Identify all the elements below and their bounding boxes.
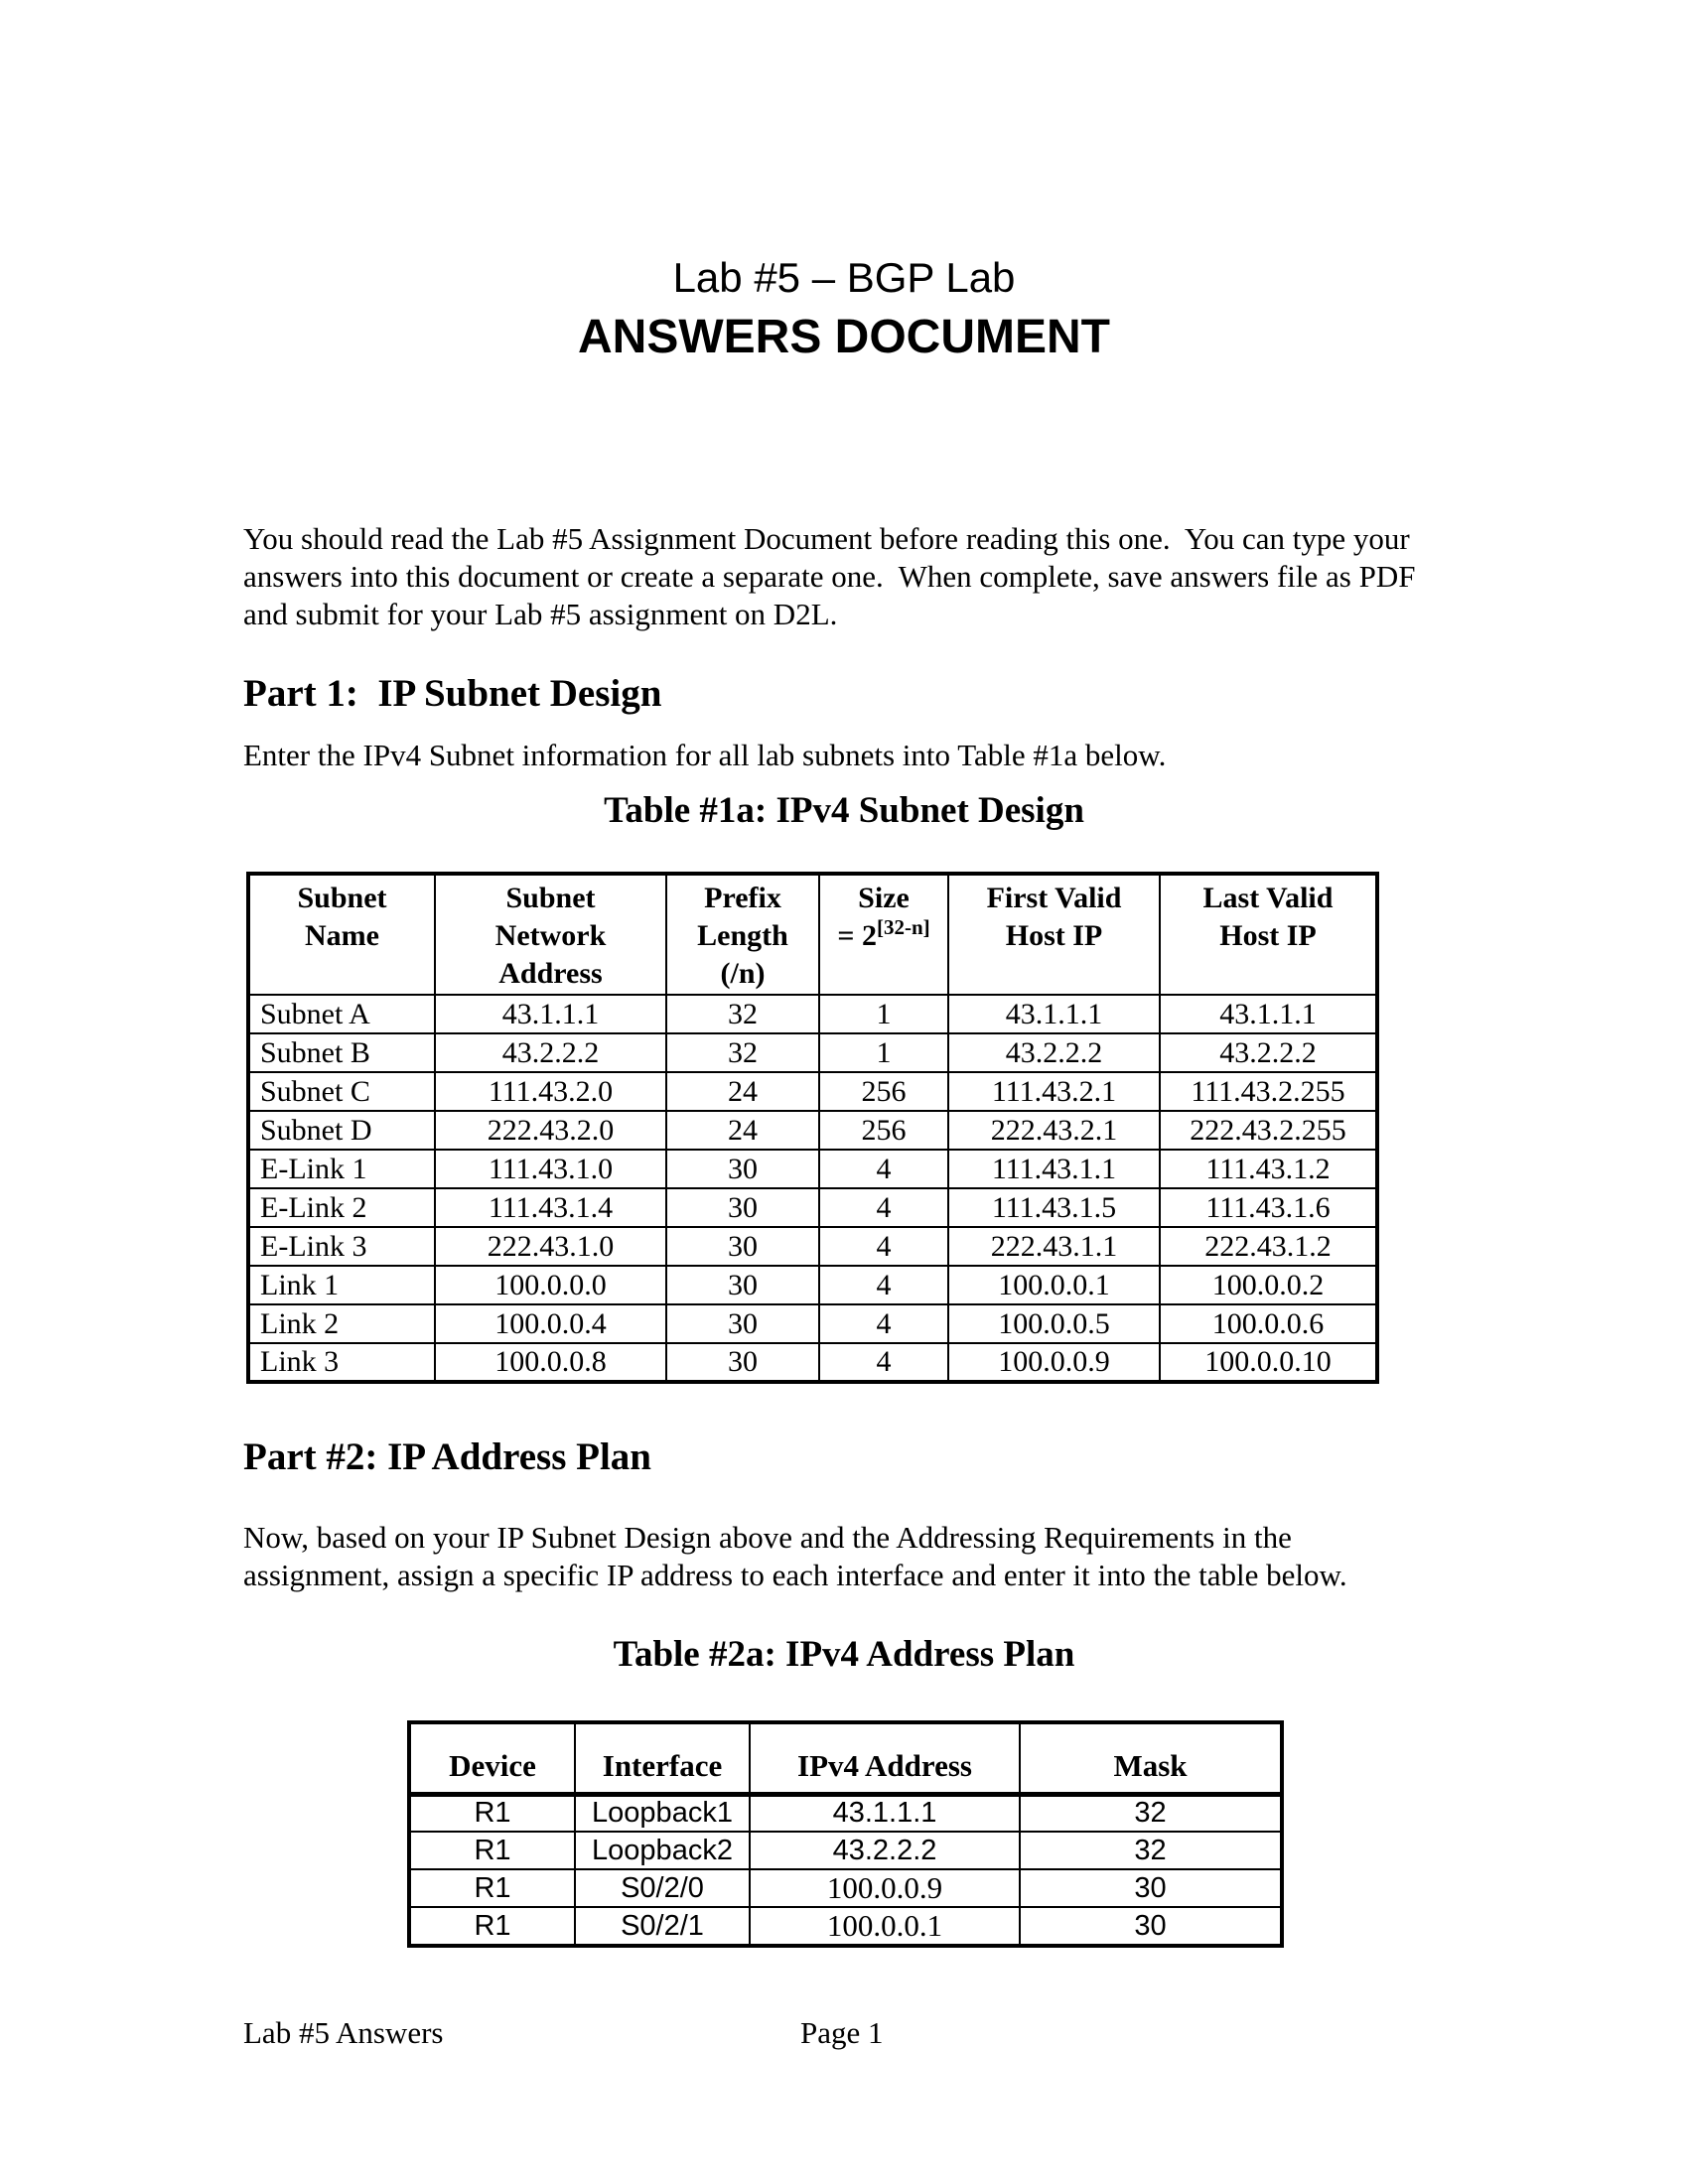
table1-cell: 4 bbox=[819, 1266, 948, 1304]
table1-row bbox=[248, 1343, 1377, 1382]
table1-cell: Subnet C bbox=[248, 1072, 435, 1111]
table1-column-header bbox=[948, 874, 1160, 995]
table1-cell: 24 bbox=[666, 1111, 819, 1150]
header-line: Subnet bbox=[505, 882, 596, 914]
header-line: Name bbox=[305, 919, 379, 952]
ipv4-address-plan-table bbox=[407, 1720, 1284, 1948]
table1-cell: 43.2.2.2 bbox=[948, 1033, 1160, 1072]
header-line: (/n) bbox=[720, 957, 766, 990]
table1-cell: 100.0.0.10 bbox=[1160, 1343, 1377, 1382]
table1-cell: 100.0.0.0 bbox=[435, 1266, 666, 1304]
table2-body bbox=[409, 1794, 1282, 1946]
table1-cell: 222.43.1.1 bbox=[948, 1227, 1160, 1266]
table1-column-header bbox=[819, 874, 948, 995]
table1-cell: 4 bbox=[819, 1343, 948, 1382]
table2-column-header: Mask bbox=[1020, 1722, 1282, 1794]
table2-cell: S0/2/1 bbox=[575, 1907, 750, 1946]
part1-heading: Part 1: IP Subnet Design bbox=[243, 672, 662, 715]
table1-cell: 30 bbox=[666, 1343, 819, 1382]
table1-cell: 43.2.2.2 bbox=[1160, 1033, 1377, 1072]
header-line: Length bbox=[697, 919, 788, 952]
table1-cell: 100.0.0.6 bbox=[1160, 1304, 1377, 1343]
table1-cell: 43.1.1.1 bbox=[948, 995, 1160, 1033]
table1-cell: 1 bbox=[819, 995, 948, 1033]
table1-row bbox=[248, 1227, 1377, 1266]
table1-column-header bbox=[435, 874, 666, 995]
table2-cell: 32 bbox=[1020, 1832, 1282, 1869]
table1-cell: 111.43.2.1 bbox=[948, 1072, 1160, 1111]
header-superscript: [32-n] bbox=[876, 915, 930, 939]
table1-body bbox=[248, 995, 1377, 1382]
header-line: Address bbox=[498, 957, 603, 990]
part2-instruction: Now, based on your IP Subnet Design above and the Addressing Requirements in the assignment, assign a specific IP address to each interface and enter it into the table below. bbox=[243, 1520, 1347, 1592]
table1-cell: 43.2.2.2 bbox=[435, 1033, 666, 1072]
part2-heading: Part #2: IP Address Plan bbox=[243, 1435, 651, 1478]
header-line: Host IP bbox=[1219, 919, 1317, 952]
table1-row bbox=[248, 1072, 1377, 1111]
table2-cell: 30 bbox=[1020, 1907, 1282, 1946]
table2-cell: 100.0.0.1 bbox=[750, 1907, 1020, 1946]
table2-header-row-inner bbox=[409, 1722, 1282, 1794]
table1-cell: 43.1.1.1 bbox=[435, 995, 666, 1033]
table2-cell: S0/2/0 bbox=[575, 1869, 750, 1907]
intro-paragraph: You should read the Lab #5 Assignment Document before reading this one. You can type your answers into this document or create a separate one. When complete, save answers file as PDF and submit for your Lab #5 assignment on D2L. bbox=[243, 521, 1424, 631]
table2-cell: 43.2.2.2 bbox=[750, 1832, 1020, 1869]
table1-cell: 1 bbox=[819, 1033, 948, 1072]
table1-cell: 4 bbox=[819, 1304, 948, 1343]
table1-cell: 4 bbox=[819, 1150, 948, 1188]
table1-cell: 222.43.2.255 bbox=[1160, 1111, 1377, 1150]
table2-row bbox=[409, 1869, 1282, 1907]
header-line: First Valid bbox=[986, 882, 1122, 914]
table1-column-header bbox=[666, 874, 819, 995]
table2-cell: Loopback1 bbox=[575, 1794, 750, 1832]
table1-column-header bbox=[1160, 874, 1377, 995]
table1-cell: 30 bbox=[666, 1227, 819, 1266]
table1-cell: 111.43.1.4 bbox=[435, 1188, 666, 1227]
table1-cell: 43.1.1.1 bbox=[1160, 995, 1377, 1033]
header-line: Size bbox=[858, 882, 910, 914]
table1-cell: 111.43.1.0 bbox=[435, 1150, 666, 1188]
table1-cell: 30 bbox=[666, 1266, 819, 1304]
document-title: Lab #5 – BGP Lab bbox=[672, 254, 1016, 301]
table2-cell: 32 bbox=[1020, 1794, 1282, 1832]
table1-row bbox=[248, 1111, 1377, 1150]
header-line: = 2[32-n] bbox=[837, 915, 930, 952]
table1-cell: 111.43.1.6 bbox=[1160, 1188, 1377, 1227]
table1-cell: Subnet D bbox=[248, 1111, 435, 1150]
part1-instruction: Enter the IPv4 Subnet information for all lab subnets into Table #1a below. bbox=[243, 738, 1167, 772]
table2-column-header: Interface bbox=[575, 1722, 750, 1794]
header-line: Host IP bbox=[1005, 919, 1103, 952]
table2-caption: Table #2a: IPv4 Address Plan bbox=[613, 1634, 1075, 1675]
table1-cell: 256 bbox=[819, 1072, 948, 1111]
table1-cell: 24 bbox=[666, 1072, 819, 1111]
table1-cell: 100.0.0.4 bbox=[435, 1304, 666, 1343]
table1-cell: 4 bbox=[819, 1188, 948, 1227]
ipv4-subnet-design-table bbox=[246, 872, 1379, 1384]
table1-cell: 30 bbox=[666, 1304, 819, 1343]
table1-cell: 30 bbox=[666, 1188, 819, 1227]
table1-row bbox=[248, 1304, 1377, 1343]
table1-row bbox=[248, 1033, 1377, 1072]
table1-header-row bbox=[248, 874, 1377, 995]
table1-row bbox=[248, 1188, 1377, 1227]
table1-cell: Subnet A bbox=[248, 995, 435, 1033]
footer-page-number: Page 1 bbox=[800, 2015, 884, 2050]
table1-row bbox=[248, 1150, 1377, 1188]
table1-cell: E-Link 1 bbox=[248, 1150, 435, 1188]
table1-cell: 222.43.1.2 bbox=[1160, 1227, 1377, 1266]
table2-cell: R1 bbox=[409, 1869, 575, 1907]
table2-cell: 43.1.1.1 bbox=[750, 1794, 1020, 1832]
table1-row bbox=[248, 1266, 1377, 1304]
table2-cell: 30 bbox=[1020, 1869, 1282, 1907]
table1-cell: E-Link 3 bbox=[248, 1227, 435, 1266]
table1-cell: 100.0.0.9 bbox=[948, 1343, 1160, 1382]
table2-column-header: IPv4 Address bbox=[750, 1722, 1020, 1794]
table2-cell: R1 bbox=[409, 1907, 575, 1946]
table1-cell: 100.0.0.1 bbox=[948, 1266, 1160, 1304]
table2-cell: 100.0.0.9 bbox=[750, 1869, 1020, 1907]
table2-cell: Loopback2 bbox=[575, 1832, 750, 1869]
table1-cell: 32 bbox=[666, 995, 819, 1033]
table1-cell: 222.43.2.1 bbox=[948, 1111, 1160, 1150]
table2-cell: R1 bbox=[409, 1794, 575, 1832]
table1-cell: Link 1 bbox=[248, 1266, 435, 1304]
table1-cell: 30 bbox=[666, 1150, 819, 1188]
header-line: Subnet bbox=[297, 882, 387, 914]
table1-cell: 222.43.2.0 bbox=[435, 1111, 666, 1150]
header-line: Prefix bbox=[704, 882, 781, 914]
table1-cell: 32 bbox=[666, 1033, 819, 1072]
table1-column-header bbox=[248, 874, 435, 995]
table1-cell: E-Link 2 bbox=[248, 1188, 435, 1227]
table1-cell: 222.43.1.0 bbox=[435, 1227, 666, 1266]
table1-cell: 100.0.0.8 bbox=[435, 1343, 666, 1382]
table1-cell: 111.43.1.5 bbox=[948, 1188, 1160, 1227]
table2-row bbox=[409, 1794, 1282, 1832]
document-subtitle: ANSWERS DOCUMENT bbox=[578, 311, 1110, 363]
table1-cell: 111.43.1.2 bbox=[1160, 1150, 1377, 1188]
header-line: Network bbox=[494, 919, 607, 952]
table1-cell: Link 3 bbox=[248, 1343, 435, 1382]
footer-document-name: Lab #5 Answers bbox=[243, 2015, 444, 2050]
table1-cell: 100.0.0.5 bbox=[948, 1304, 1160, 1343]
table2-column-header: Device bbox=[409, 1722, 575, 1794]
table1-cell: 111.43.1.1 bbox=[948, 1150, 1160, 1188]
table2-cell: R1 bbox=[409, 1832, 575, 1869]
table1-cell: 256 bbox=[819, 1111, 948, 1150]
table1-cell: Subnet B bbox=[248, 1033, 435, 1072]
table1-cell: 111.43.2.255 bbox=[1160, 1072, 1377, 1111]
table1-cell: 100.0.0.2 bbox=[1160, 1266, 1377, 1304]
table1-cell: 4 bbox=[819, 1227, 948, 1266]
table2-header-row bbox=[409, 1722, 1282, 1794]
table2-row bbox=[409, 1907, 1282, 1946]
table2-row bbox=[409, 1832, 1282, 1869]
table1-cell: 111.43.2.0 bbox=[435, 1072, 666, 1111]
header-line: Last Valid bbox=[1202, 882, 1334, 914]
table1-header-row-inner bbox=[248, 874, 1377, 995]
table1-caption: Table #1a: IPv4 Subnet Design bbox=[604, 790, 1084, 831]
table1-cell: Link 2 bbox=[248, 1304, 435, 1343]
table1-row bbox=[248, 995, 1377, 1033]
